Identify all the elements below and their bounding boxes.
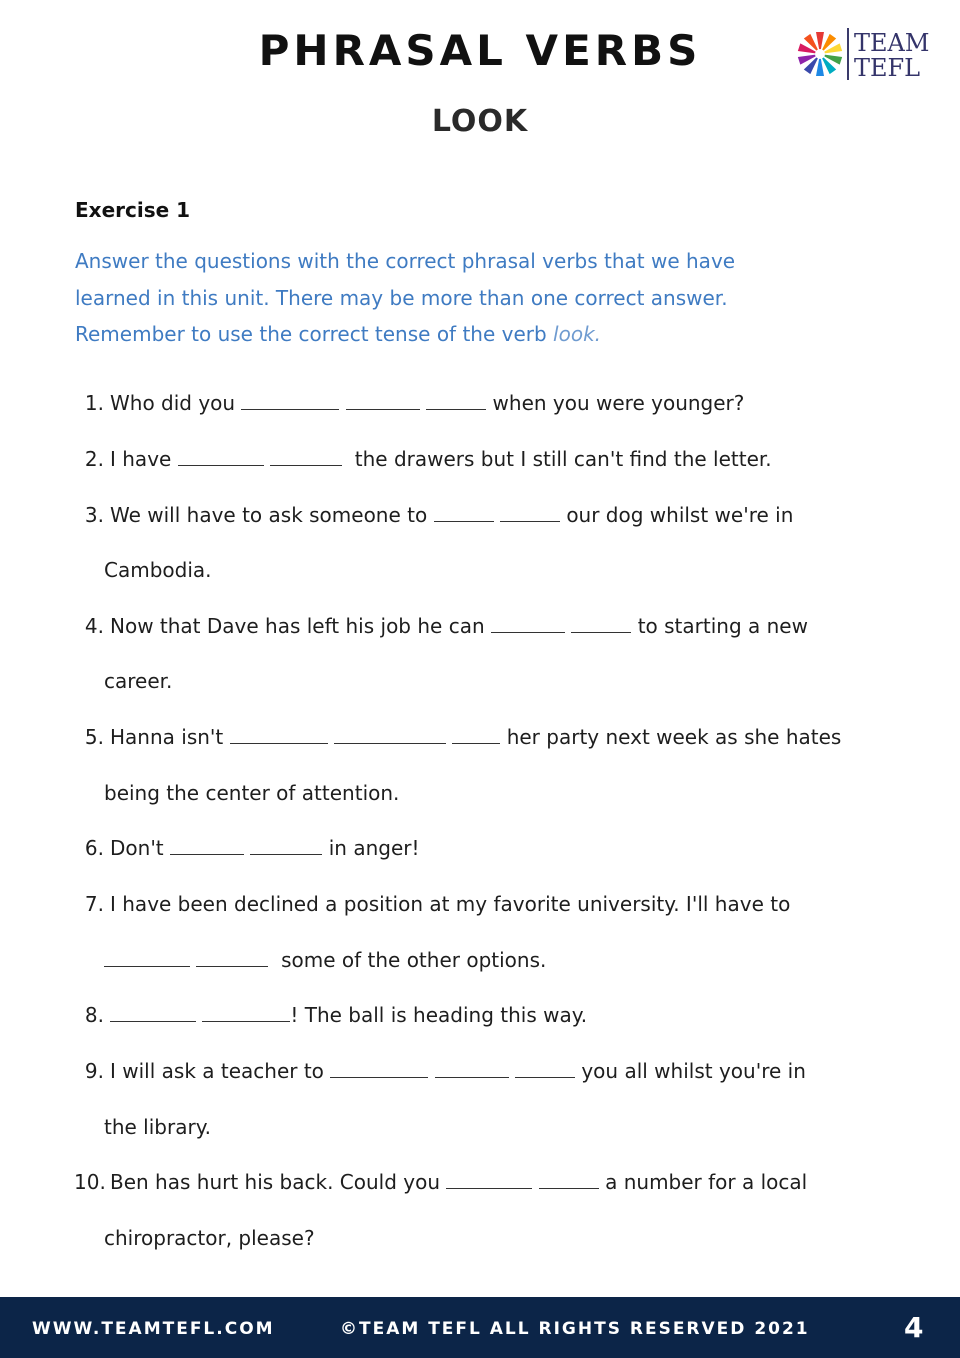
question-4-continued: career. xyxy=(104,669,173,693)
question-number: 6. xyxy=(84,836,104,860)
answer-blank[interactable] xyxy=(170,836,244,855)
question-5: Hanna isn't her party next week as she hates xyxy=(110,725,842,749)
question-number: 4. xyxy=(84,614,104,638)
answer-blank[interactable] xyxy=(426,391,486,410)
question-3: We will have to ask someone to our dog whilst we're in xyxy=(110,503,794,527)
question-10: Ben has hurt his back. Could you a number for a local xyxy=(110,1170,808,1194)
question-number: 5. xyxy=(84,725,104,749)
answer-blank[interactable] xyxy=(178,447,264,466)
answer-blank[interactable] xyxy=(270,447,342,466)
question-number: 7. xyxy=(84,892,104,916)
answer-blank[interactable] xyxy=(446,1170,532,1189)
question-number: 2. xyxy=(84,447,104,471)
team-tefl-logo xyxy=(794,26,944,82)
exercise-instructions xyxy=(75,243,895,353)
question-number: 10. xyxy=(74,1170,106,1194)
answer-blank[interactable] xyxy=(241,391,339,410)
question-number: 1. xyxy=(84,391,104,415)
exercise-heading: Exercise 1 xyxy=(75,198,191,222)
answer-blank[interactable] xyxy=(202,1003,290,1022)
answer-blank[interactable] xyxy=(434,503,494,522)
instruction-line: Remember to use the correct tense of the verb look. xyxy=(75,322,602,346)
footer xyxy=(0,1297,960,1358)
answer-blank[interactable] xyxy=(110,1003,196,1022)
question-6: Don't in anger! xyxy=(110,836,420,860)
logo-divider xyxy=(847,28,849,80)
question-10-continued: chiropractor, please? xyxy=(104,1226,315,1250)
question-number: 8. xyxy=(84,1003,104,1027)
logo-text-tefl: TEFL xyxy=(854,54,921,82)
page-title: PHRASAL VERBS xyxy=(258,26,702,75)
answer-blank[interactable] xyxy=(491,614,565,633)
answer-blank[interactable] xyxy=(571,614,631,633)
answer-blank[interactable] xyxy=(515,1059,575,1078)
question-number: 9. xyxy=(84,1059,104,1083)
flower-logo-icon xyxy=(794,28,846,80)
answer-blank[interactable] xyxy=(435,1059,509,1078)
answer-blank[interactable] xyxy=(452,725,500,744)
answer-blank[interactable] xyxy=(250,836,322,855)
answer-blank[interactable] xyxy=(330,1059,428,1078)
answer-blank[interactable] xyxy=(346,391,420,410)
question-9: I will ask a teacher to you all whilst you're in xyxy=(110,1059,806,1083)
instruction-line: Answer the questions with the correct phrasal verbs that we have xyxy=(75,249,736,273)
answer-blank[interactable] xyxy=(196,948,268,967)
question-5-continued: being the center of attention. xyxy=(104,781,400,805)
logo-text-team: TEAM xyxy=(854,29,930,57)
question-4: Now that Dave has left his job he can to starting a new xyxy=(110,614,808,638)
question-7-continued: some of the other options. xyxy=(104,948,546,972)
answer-blank[interactable] xyxy=(539,1170,599,1189)
question-number: 3. xyxy=(84,503,104,527)
answer-blank[interactable] xyxy=(104,948,190,967)
instruction-italic-verb: look. xyxy=(553,322,602,346)
footer-website[interactable]: WWW.TEAMTEFL.COM xyxy=(32,1319,275,1339)
footer-copyright: ©TEAM TEFL ALL RIGHTS RESERVED 2021 xyxy=(340,1319,810,1339)
question-3-continued: Cambodia. xyxy=(104,558,212,582)
question-9-continued: the library. xyxy=(104,1115,212,1139)
page-number: 4 xyxy=(904,1311,924,1344)
answer-blank[interactable] xyxy=(500,503,560,522)
answer-blank[interactable] xyxy=(230,725,328,744)
question-1: Who did you when you were younger? xyxy=(110,391,745,415)
instruction-line: learned in this unit. There may be more than one correct answer. xyxy=(75,285,728,310)
question-8: ! The ball is heading this way. xyxy=(110,1003,587,1027)
answer-blank[interactable] xyxy=(334,725,446,744)
question-7: I have been declined a position at my favorite university. I'll have to xyxy=(110,892,791,916)
question-2: I have the drawers but I still can't find the letter. xyxy=(110,447,772,471)
page-subtitle: LOOK xyxy=(431,104,529,139)
